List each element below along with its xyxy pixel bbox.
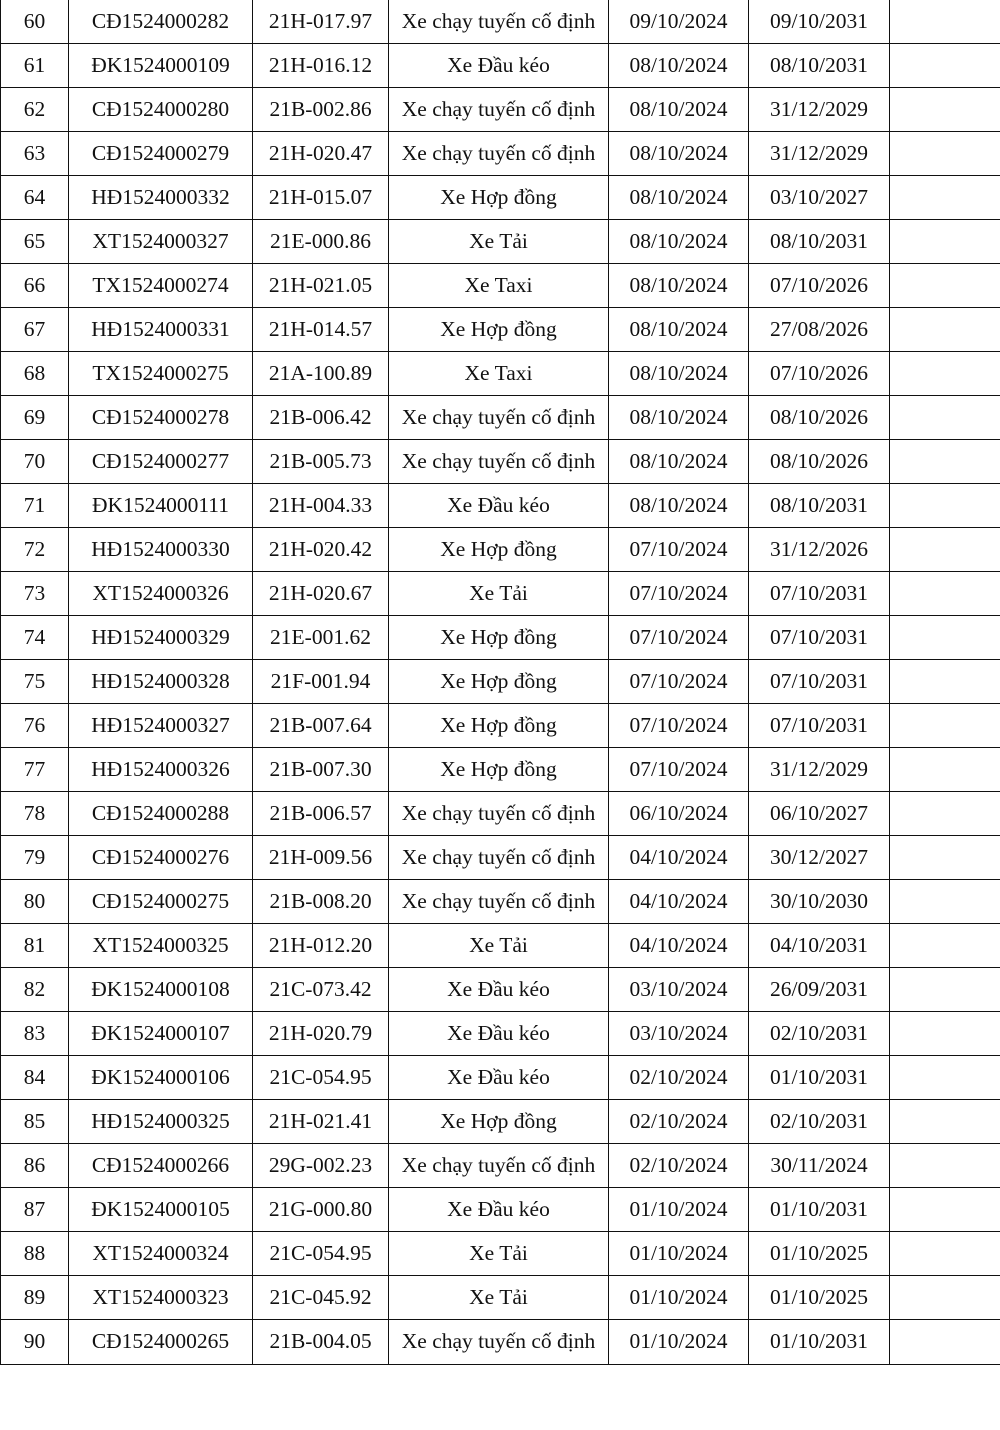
note-cell	[890, 220, 1000, 264]
expiry-date-cell: 30/10/2030	[749, 880, 890, 924]
table-row	[1, 396, 1000, 440]
expiry-date-cell: 03/10/2027	[749, 176, 890, 220]
badge-code-cell: ĐK1524000107	[69, 1012, 253, 1056]
badge-code-cell: HĐ1524000329	[69, 616, 253, 660]
issue-date-cell: 07/10/2024	[609, 616, 749, 660]
table-row	[1, 660, 1000, 704]
badge-code-cell: XT1524000325	[69, 924, 253, 968]
table-row	[1, 1056, 1000, 1100]
vehicle-type-cell: Xe chạy tuyến cố định	[389, 132, 609, 176]
table-row	[1, 44, 1000, 88]
badge-code-cell: CĐ1524000288	[69, 792, 253, 836]
vehicle-type-cell: Xe chạy tuyến cố định	[389, 836, 609, 880]
license-plate-cell: 21B-006.42	[253, 396, 389, 440]
table-row	[1, 836, 1000, 880]
expiry-date-cell: 02/10/2031	[749, 1012, 890, 1056]
badge-code-cell: HĐ1524000331	[69, 308, 253, 352]
table-row	[1, 1320, 1000, 1365]
badge-code-cell: TX1524000274	[69, 264, 253, 308]
badge-code-cell: CĐ1524000280	[69, 88, 253, 132]
row-number-cell: 72	[1, 528, 69, 572]
issue-date-cell: 02/10/2024	[609, 1144, 749, 1188]
table-row	[1, 968, 1000, 1012]
expiry-date-cell: 30/11/2024	[749, 1144, 890, 1188]
issue-date-cell: 07/10/2024	[609, 704, 749, 748]
note-cell	[890, 1276, 1000, 1320]
row-number-cell: 70	[1, 440, 69, 484]
license-plate-cell: 21G-000.80	[253, 1188, 389, 1232]
expiry-date-cell: 08/10/2031	[749, 220, 890, 264]
badge-code-cell: CĐ1524000278	[69, 396, 253, 440]
license-plate-cell: 21H-012.20	[253, 924, 389, 968]
badge-code-cell: HĐ1524000330	[69, 528, 253, 572]
license-plate-cell: 21B-005.73	[253, 440, 389, 484]
table-row	[1, 616, 1000, 660]
row-number-cell: 78	[1, 792, 69, 836]
row-number-cell: 62	[1, 88, 69, 132]
note-cell	[890, 88, 1000, 132]
badge-code-cell: ĐK1524000111	[69, 484, 253, 528]
note-cell	[890, 748, 1000, 792]
license-plate-cell: 21H-004.33	[253, 484, 389, 528]
badge-code-cell: ĐK1524000106	[69, 1056, 253, 1100]
table-row	[1, 264, 1000, 308]
license-plate-cell: 21C-054.95	[253, 1232, 389, 1276]
license-plate-cell: 21H-014.57	[253, 308, 389, 352]
table-row	[1, 1012, 1000, 1056]
vehicle-type-cell: Xe chạy tuyến cố định	[389, 880, 609, 924]
table-row	[1, 440, 1000, 484]
note-cell	[890, 176, 1000, 220]
row-number-cell: 63	[1, 132, 69, 176]
license-plate-cell: 29G-002.23	[253, 1144, 389, 1188]
vehicle-type-cell: Xe Taxi	[389, 352, 609, 396]
note-cell	[890, 440, 1000, 484]
expiry-date-cell: 31/12/2029	[749, 88, 890, 132]
issue-date-cell: 07/10/2024	[609, 528, 749, 572]
row-number-cell: 80	[1, 880, 69, 924]
license-plate-cell: 21C-045.92	[253, 1276, 389, 1320]
license-plate-cell: 21H-017.97	[253, 0, 389, 44]
row-number-cell: 84	[1, 1056, 69, 1100]
row-number-cell: 64	[1, 176, 69, 220]
table-row	[1, 0, 1000, 44]
note-cell	[890, 704, 1000, 748]
badge-code-cell: XT1524000326	[69, 572, 253, 616]
badge-code-cell: HĐ1524000326	[69, 748, 253, 792]
note-cell	[890, 1188, 1000, 1232]
row-number-cell: 76	[1, 704, 69, 748]
license-plate-cell: 21H-021.41	[253, 1100, 389, 1144]
row-number-cell: 68	[1, 352, 69, 396]
row-number-cell: 87	[1, 1188, 69, 1232]
table-row	[1, 220, 1000, 264]
license-plate-cell: 21C-054.95	[253, 1056, 389, 1100]
badge-code-cell: XT1524000327	[69, 220, 253, 264]
badge-code-cell: CĐ1524000265	[69, 1320, 253, 1365]
expiry-date-cell: 01/10/2031	[749, 1320, 890, 1365]
table-row	[1, 704, 1000, 748]
license-plate-cell: 21E-001.62	[253, 616, 389, 660]
issue-date-cell: 08/10/2024	[609, 132, 749, 176]
issue-date-cell: 07/10/2024	[609, 660, 749, 704]
note-cell	[890, 968, 1000, 1012]
issue-date-cell: 08/10/2024	[609, 484, 749, 528]
issue-date-cell: 01/10/2024	[609, 1320, 749, 1365]
note-cell	[890, 0, 1000, 44]
badge-code-cell: HĐ1524000325	[69, 1100, 253, 1144]
row-number-cell: 75	[1, 660, 69, 704]
note-cell	[890, 132, 1000, 176]
vehicle-type-cell: Xe Hợp đồng	[389, 660, 609, 704]
issue-date-cell: 03/10/2024	[609, 968, 749, 1012]
license-plate-cell: 21E-000.86	[253, 220, 389, 264]
table-row	[1, 572, 1000, 616]
badge-code-cell: HĐ1524000327	[69, 704, 253, 748]
table-row	[1, 1276, 1000, 1320]
row-number-cell: 90	[1, 1320, 69, 1365]
vehicle-type-cell: Xe Tải	[389, 1232, 609, 1276]
note-cell	[890, 1232, 1000, 1276]
badge-code-cell: ĐK1524000109	[69, 44, 253, 88]
note-cell	[890, 308, 1000, 352]
vehicle-type-cell: Xe Hợp đồng	[389, 176, 609, 220]
expiry-date-cell: 07/10/2031	[749, 704, 890, 748]
vehicle-type-cell: Xe Hợp đồng	[389, 308, 609, 352]
expiry-date-cell: 07/10/2026	[749, 264, 890, 308]
note-cell	[890, 1144, 1000, 1188]
vehicle-type-cell: Xe chạy tuyến cố định	[389, 1144, 609, 1188]
badge-code-cell: HĐ1524000332	[69, 176, 253, 220]
row-number-cell: 86	[1, 1144, 69, 1188]
vehicle-type-cell: Xe Hợp đồng	[389, 704, 609, 748]
row-number-cell: 66	[1, 264, 69, 308]
row-number-cell: 60	[1, 0, 69, 44]
table-row	[1, 1188, 1000, 1232]
issue-date-cell: 08/10/2024	[609, 440, 749, 484]
issue-date-cell: 08/10/2024	[609, 396, 749, 440]
badge-code-cell: ĐK1524000108	[69, 968, 253, 1012]
issue-date-cell: 01/10/2024	[609, 1232, 749, 1276]
badge-code-cell: CĐ1524000275	[69, 880, 253, 924]
table-body	[1, 0, 1000, 1365]
vehicle-type-cell: Xe chạy tuyến cố định	[389, 396, 609, 440]
row-number-cell: 77	[1, 748, 69, 792]
note-cell	[890, 352, 1000, 396]
license-plate-cell: 21H-020.42	[253, 528, 389, 572]
issue-date-cell: 07/10/2024	[609, 572, 749, 616]
license-plate-cell: 21H-015.07	[253, 176, 389, 220]
expiry-date-cell: 31/12/2029	[749, 748, 890, 792]
issue-date-cell: 02/10/2024	[609, 1056, 749, 1100]
expiry-date-cell: 01/10/2025	[749, 1232, 890, 1276]
row-number-cell: 67	[1, 308, 69, 352]
badge-code-cell: XT1524000324	[69, 1232, 253, 1276]
expiry-date-cell: 08/10/2026	[749, 396, 890, 440]
table-row	[1, 528, 1000, 572]
issue-date-cell: 08/10/2024	[609, 88, 749, 132]
badge-code-cell: TX1524000275	[69, 352, 253, 396]
vehicle-type-cell: Xe Hợp đồng	[389, 748, 609, 792]
table-row	[1, 308, 1000, 352]
issue-date-cell: 04/10/2024	[609, 924, 749, 968]
issue-date-cell: 08/10/2024	[609, 44, 749, 88]
expiry-date-cell: 31/12/2026	[749, 528, 890, 572]
issue-date-cell: 04/10/2024	[609, 880, 749, 924]
note-cell	[890, 264, 1000, 308]
badge-code-cell: CĐ1524000276	[69, 836, 253, 880]
expiry-date-cell: 07/10/2026	[749, 352, 890, 396]
vehicle-type-cell: Xe Đầu kéo	[389, 1012, 609, 1056]
row-number-cell: 79	[1, 836, 69, 880]
row-number-cell: 71	[1, 484, 69, 528]
badge-code-cell: HĐ1524000328	[69, 660, 253, 704]
table-row	[1, 352, 1000, 396]
badge-code-cell: CĐ1524000282	[69, 0, 253, 44]
table-row	[1, 792, 1000, 836]
vehicle-type-cell: Xe chạy tuyến cố định	[389, 0, 609, 44]
expiry-date-cell: 31/12/2029	[749, 132, 890, 176]
license-plate-cell: 21C-073.42	[253, 968, 389, 1012]
expiry-date-cell: 07/10/2031	[749, 616, 890, 660]
row-number-cell: 81	[1, 924, 69, 968]
vehicle-type-cell: Xe Hợp đồng	[389, 1100, 609, 1144]
license-plate-cell: 21F-001.94	[253, 660, 389, 704]
note-cell	[890, 44, 1000, 88]
issue-date-cell: 07/10/2024	[609, 748, 749, 792]
note-cell	[890, 1100, 1000, 1144]
row-number-cell: 73	[1, 572, 69, 616]
note-cell	[890, 484, 1000, 528]
issue-date-cell: 08/10/2024	[609, 352, 749, 396]
note-cell	[890, 660, 1000, 704]
note-cell	[890, 836, 1000, 880]
expiry-date-cell: 27/08/2026	[749, 308, 890, 352]
issue-date-cell: 09/10/2024	[609, 0, 749, 44]
expiry-date-cell: 01/10/2031	[749, 1056, 890, 1100]
vehicle-type-cell: Xe chạy tuyến cố định	[389, 88, 609, 132]
note-cell	[890, 1012, 1000, 1056]
vehicle-type-cell: Xe chạy tuyến cố định	[389, 440, 609, 484]
issue-date-cell: 08/10/2024	[609, 264, 749, 308]
table-row	[1, 1100, 1000, 1144]
vehicle-type-cell: Xe Đầu kéo	[389, 968, 609, 1012]
license-plate-cell: 21A-100.89	[253, 352, 389, 396]
vehicle-type-cell: Xe Hợp đồng	[389, 528, 609, 572]
issue-date-cell: 06/10/2024	[609, 792, 749, 836]
table-row	[1, 748, 1000, 792]
vehicle-type-cell: Xe chạy tuyến cố định	[389, 1320, 609, 1365]
issue-date-cell: 01/10/2024	[609, 1188, 749, 1232]
license-plate-cell: 21H-009.56	[253, 836, 389, 880]
expiry-date-cell: 08/10/2031	[749, 484, 890, 528]
vehicle-type-cell: Xe Đầu kéo	[389, 484, 609, 528]
vehicle-type-cell: Xe chạy tuyến cố định	[389, 792, 609, 836]
row-number-cell: 89	[1, 1276, 69, 1320]
issue-date-cell: 08/10/2024	[609, 220, 749, 264]
expiry-date-cell: 01/10/2031	[749, 1188, 890, 1232]
license-plate-cell: 21H-021.05	[253, 264, 389, 308]
vehicle-type-cell: Xe Tải	[389, 924, 609, 968]
issue-date-cell: 04/10/2024	[609, 836, 749, 880]
row-number-cell: 65	[1, 220, 69, 264]
table-row	[1, 880, 1000, 924]
expiry-date-cell: 26/09/2031	[749, 968, 890, 1012]
vehicle-type-cell: Xe Hợp đồng	[389, 616, 609, 660]
expiry-date-cell: 08/10/2026	[749, 440, 890, 484]
note-cell	[890, 396, 1000, 440]
license-plate-cell: 21B-007.64	[253, 704, 389, 748]
license-plate-cell: 21B-007.30	[253, 748, 389, 792]
table-row	[1, 176, 1000, 220]
note-cell	[890, 924, 1000, 968]
issue-date-cell: 03/10/2024	[609, 1012, 749, 1056]
table-row	[1, 88, 1000, 132]
note-cell	[890, 1056, 1000, 1100]
vehicle-type-cell: Xe Taxi	[389, 264, 609, 308]
table-row	[1, 132, 1000, 176]
row-number-cell: 82	[1, 968, 69, 1012]
table-row	[1, 484, 1000, 528]
table-row	[1, 924, 1000, 968]
issue-date-cell: 08/10/2024	[609, 176, 749, 220]
issue-date-cell: 08/10/2024	[609, 308, 749, 352]
note-cell	[890, 1320, 1000, 1365]
badge-code-cell: XT1524000323	[69, 1276, 253, 1320]
license-plate-cell: 21B-002.86	[253, 88, 389, 132]
expiry-date-cell: 04/10/2031	[749, 924, 890, 968]
table-row	[1, 1232, 1000, 1276]
vehicle-type-cell: Xe Tải	[389, 220, 609, 264]
license-plate-cell: 21H-016.12	[253, 44, 389, 88]
license-plate-cell: 21B-004.05	[253, 1320, 389, 1365]
table-row	[1, 1144, 1000, 1188]
vehicle-type-cell: Xe Tải	[389, 572, 609, 616]
note-cell	[890, 528, 1000, 572]
vehicle-type-cell: Xe Tải	[389, 1276, 609, 1320]
vehicle-type-cell: Xe Đầu kéo	[389, 1188, 609, 1232]
row-number-cell: 61	[1, 44, 69, 88]
expiry-date-cell: 08/10/2031	[749, 44, 890, 88]
license-plate-cell: 21B-006.57	[253, 792, 389, 836]
issue-date-cell: 01/10/2024	[609, 1276, 749, 1320]
expiry-date-cell: 01/10/2025	[749, 1276, 890, 1320]
vehicle-type-cell: Xe Đầu kéo	[389, 44, 609, 88]
note-cell	[890, 880, 1000, 924]
expiry-date-cell: 02/10/2031	[749, 1100, 890, 1144]
vehicle-type-cell: Xe Đầu kéo	[389, 1056, 609, 1100]
expiry-date-cell: 07/10/2031	[749, 660, 890, 704]
badge-code-cell: CĐ1524000277	[69, 440, 253, 484]
note-cell	[890, 792, 1000, 836]
row-number-cell: 74	[1, 616, 69, 660]
row-number-cell: 88	[1, 1232, 69, 1276]
license-plate-cell: 21H-020.47	[253, 132, 389, 176]
expiry-date-cell: 06/10/2027	[749, 792, 890, 836]
badge-code-cell: CĐ1524000279	[69, 132, 253, 176]
row-number-cell: 69	[1, 396, 69, 440]
expiry-date-cell: 07/10/2031	[749, 572, 890, 616]
badge-code-cell: CĐ1524000266	[69, 1144, 253, 1188]
license-plate-cell: 21H-020.79	[253, 1012, 389, 1056]
expiry-date-cell: 30/12/2027	[749, 836, 890, 880]
issue-date-cell: 02/10/2024	[609, 1100, 749, 1144]
badge-code-cell: ĐK1524000105	[69, 1188, 253, 1232]
row-number-cell: 83	[1, 1012, 69, 1056]
row-number-cell: 85	[1, 1100, 69, 1144]
license-plate-cell: 21H-020.67	[253, 572, 389, 616]
note-cell	[890, 572, 1000, 616]
expiry-date-cell: 09/10/2031	[749, 0, 890, 44]
license-plate-cell: 21B-008.20	[253, 880, 389, 924]
note-cell	[890, 616, 1000, 660]
